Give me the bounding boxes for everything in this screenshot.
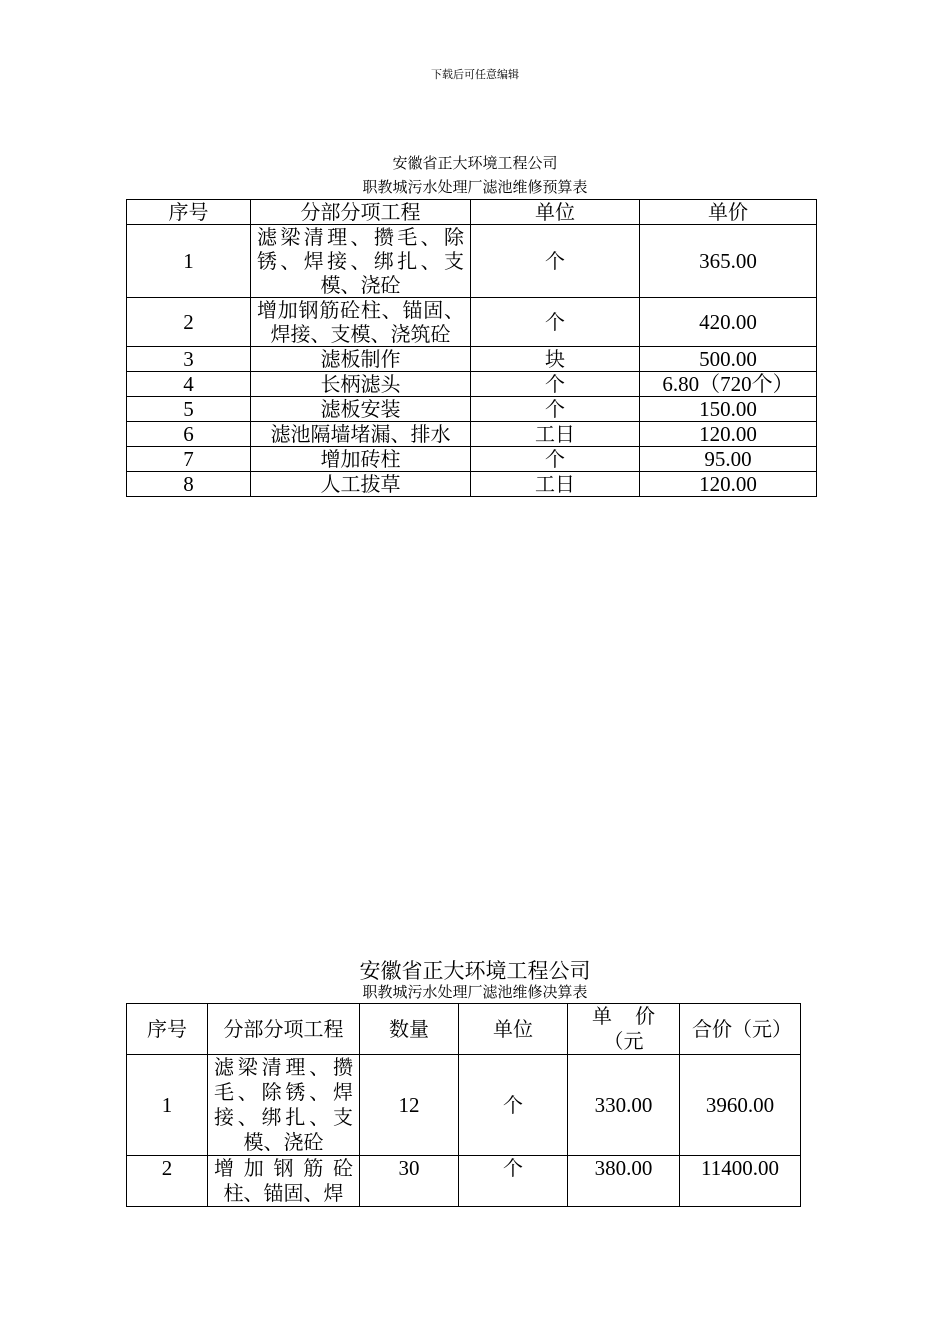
row-unit: 块 xyxy=(471,347,640,372)
row-index: 5 xyxy=(127,397,251,422)
row-index: 7 xyxy=(127,447,251,472)
row-price: 150.00 xyxy=(640,397,817,422)
header-cell: 分部分项工程 xyxy=(208,1004,360,1055)
row-unit: 个 xyxy=(459,1055,568,1156)
row-price: 500.00 xyxy=(640,347,817,372)
row-item: 滤池隔墙堵漏、排水 xyxy=(251,422,471,447)
header-cell: 单价 xyxy=(640,200,817,225)
table-row xyxy=(127,372,817,397)
table-row xyxy=(127,225,817,298)
row-index: 2 xyxy=(127,298,251,347)
table-row xyxy=(127,1055,801,1156)
header-cell: 数量 xyxy=(360,1004,459,1055)
table-row xyxy=(127,397,817,422)
header-cell: 单位 xyxy=(459,1004,568,1055)
table-row xyxy=(127,1156,801,1207)
budget-table-title: 职教城污水处理厂滤池维修预算表 xyxy=(362,178,588,196)
row-item: 长柄滤头 xyxy=(251,372,471,397)
table-row xyxy=(127,347,817,372)
row-price: 380.00 xyxy=(568,1156,680,1207)
header-cell: 序号 xyxy=(127,1004,208,1055)
header-cell: 序号 xyxy=(127,200,251,225)
settlement-company-title: 安徽省正大环境工程公司 xyxy=(359,959,591,983)
table-row xyxy=(127,447,817,472)
header-note: 下载后可任意编辑 xyxy=(431,68,519,81)
table-header-row xyxy=(127,1004,801,1055)
row-item xyxy=(208,1055,360,1156)
row-item: 滤板制作 xyxy=(251,347,471,372)
header-cell: 单位 xyxy=(471,200,640,225)
row-quantity: 30 xyxy=(360,1156,459,1207)
table-header-row xyxy=(127,200,817,225)
row-price: 120.00 xyxy=(640,472,817,497)
row-index: 8 xyxy=(127,472,251,497)
row-index: 1 xyxy=(127,1055,208,1156)
row-price: 95.00 xyxy=(640,447,817,472)
header-cell-text: 合价（元） xyxy=(692,1016,792,1041)
row-item xyxy=(208,1156,360,1207)
budget-table xyxy=(126,199,817,497)
row-item: 增加砖柱 xyxy=(251,447,471,472)
row-item xyxy=(251,225,471,298)
row-unit: 个 xyxy=(471,372,640,397)
row-quantity: 12 xyxy=(360,1055,459,1156)
row-price: 420.00 xyxy=(640,298,817,347)
table-row xyxy=(127,472,817,497)
settlement-table xyxy=(126,1003,801,1207)
row-item: 滤板安装 xyxy=(251,397,471,422)
row-index: 3 xyxy=(127,347,251,372)
header-cell xyxy=(568,1004,680,1055)
row-index: 4 xyxy=(127,372,251,397)
row-item-text: 滤梁清理、攒毛、除锈、焊接、绑扎、支模、浇砼 xyxy=(214,1055,353,1154)
row-item: 人工拔草 xyxy=(251,472,471,497)
settlement-table-title: 职教城污水处理厂滤池维修决算表 xyxy=(362,983,588,1001)
row-item-text: 增加钢筋砼柱、锚固、焊接、支模、浇筑砼 xyxy=(257,298,464,346)
row-unit: 工日 xyxy=(471,422,640,447)
row-price: 120.00 xyxy=(640,422,817,447)
row-item xyxy=(251,298,471,347)
row-unit: 工日 xyxy=(471,472,640,497)
header-cell xyxy=(680,1004,801,1055)
row-unit: 个 xyxy=(471,298,640,347)
header-cell: 分部分项工程 xyxy=(251,200,471,225)
row-unit: 个 xyxy=(471,397,640,422)
row-unit: 个 xyxy=(459,1156,568,1207)
row-index: 1 xyxy=(127,225,251,298)
row-unit: 个 xyxy=(471,447,640,472)
row-price: 365.00 xyxy=(640,225,817,298)
table-row xyxy=(127,422,817,447)
row-total: 3960.00 xyxy=(680,1055,801,1156)
row-price: 330.00 xyxy=(568,1055,680,1156)
row-price: 6.80（720个） xyxy=(640,372,817,397)
table-row xyxy=(127,298,817,347)
row-item-text: 增加钢筋砼柱、锚固、焊 xyxy=(214,1156,353,1205)
row-index: 2 xyxy=(127,1156,208,1207)
row-total: 11400.00 xyxy=(680,1156,801,1207)
row-index: 6 xyxy=(127,422,251,447)
budget-company-title: 安徽省正大环境工程公司 xyxy=(392,154,558,172)
row-unit: 个 xyxy=(471,225,640,298)
header-cell-text: 单价（元 xyxy=(592,1004,655,1053)
row-item-text: 滤梁清理、攒毛、除锈、焊接、绑扎、支模、浇砼 xyxy=(257,225,464,297)
